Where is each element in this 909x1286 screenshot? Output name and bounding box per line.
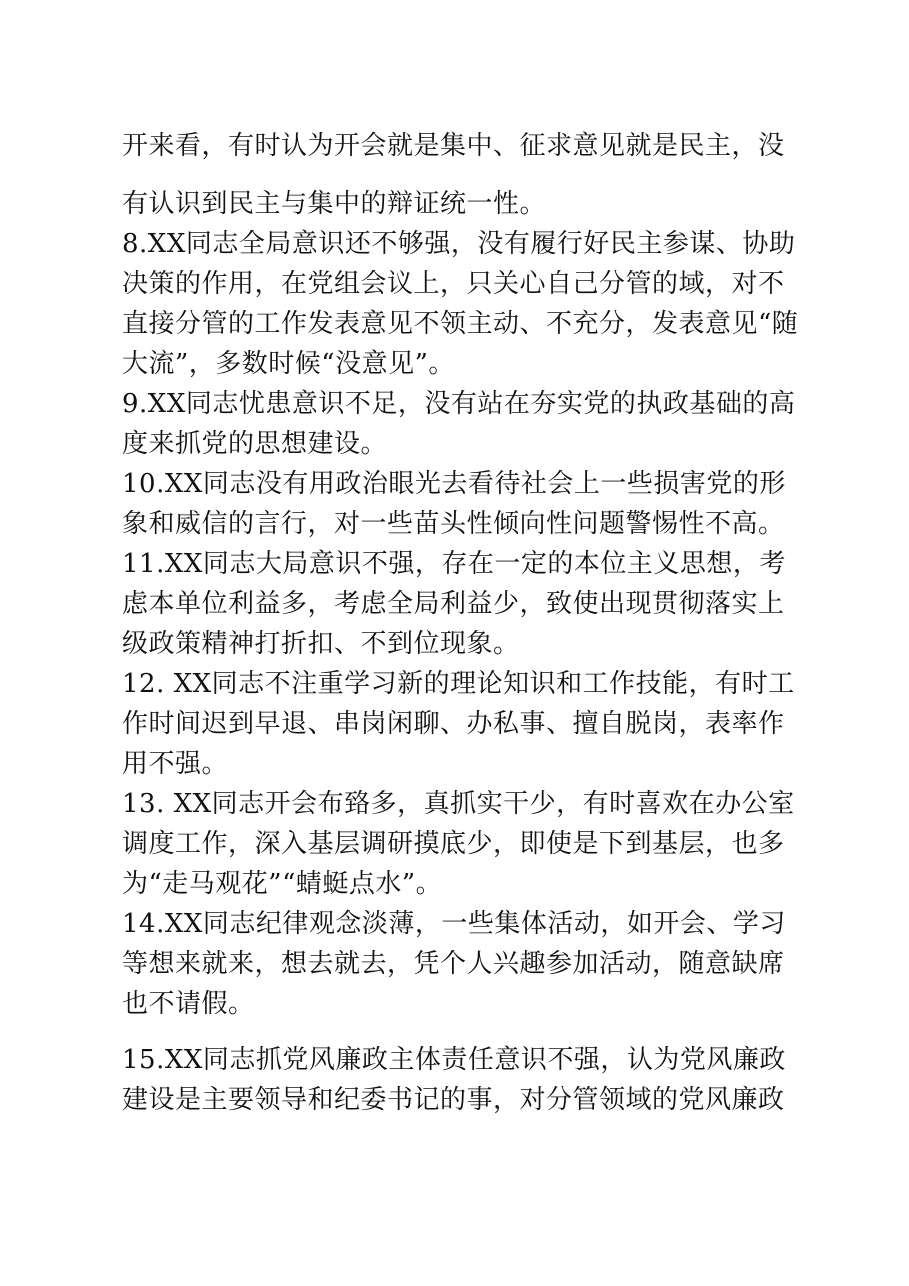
- text-line: 等想来就来，想去就去，凭个人兴趣参加活动，随意缺席: [122, 949, 785, 979]
- text-line: 度来抓党的思想建设。: [122, 429, 388, 459]
- text-line: 有认识到民主与集中的辩证统一性。: [122, 189, 547, 219]
- text-line: 直接分管的工作发表意见不领主动、不充分，发表意见“随: [122, 309, 799, 339]
- text-line: 为“走马观花”“蜻蜓点水”。: [122, 869, 443, 899]
- text-line: 用不强。: [122, 749, 229, 779]
- text-line: 大流”，多数时候“没意见”。: [122, 349, 455, 379]
- text-line: 11.XX同志大局意识不强，存在一定的本位主义思想，考: [122, 549, 786, 579]
- text-line: 9.XX同志忧患意识不足，没有站在夯实党的执政基础的高: [122, 389, 796, 419]
- text-line: 虑本单位利益多，考虑全局利益少，致使出现贯彻落实上: [122, 589, 785, 619]
- text-line: 决策的作用，在党组会议上，只关心自己分管的域，对不: [122, 269, 785, 299]
- text-line: 8.XX同志全局意识还不够强，没有履行好民主参谋、协助: [122, 229, 796, 259]
- text-line: 10.XX同志没有用政治眼光去看待社会上一些损害党的形: [122, 469, 786, 499]
- text-line: 调度工作，深入基层调研摸底少，即使是下到基层，也多: [122, 829, 785, 859]
- text-line: 象和威信的言行，对一些苗头性倾向性问题警惕性不高。: [122, 509, 785, 539]
- text-line: 开来看，有时认为开会就是集中、征求意见就是民主，没: [122, 131, 785, 161]
- text-line: 13. XX同志开会布臵多，真抓实干少，有时喜欢在办公室: [122, 789, 795, 819]
- text-line: 也不请假。: [122, 989, 255, 1019]
- text-line: 级政策精神打折扣、不到位现象。: [122, 629, 520, 659]
- text-line: 12. XX同志不注重学习新的理论知识和工作技能，有时工: [122, 669, 795, 699]
- text-line: 14.XX同志纪律观念淡薄，一些集体活动，如开会、学习: [122, 909, 786, 939]
- text-line: 作时间迟到早退、串岗闲聊、办私事、擅自脱岗，表率作: [122, 709, 785, 739]
- text-line: 15.XX同志抓党风廉政主体责任意识不强，认为党风廉政: [122, 1045, 786, 1075]
- text-line: 建设是主要领导和纪委书记的事，对分管领域的党风廉政: [122, 1085, 785, 1115]
